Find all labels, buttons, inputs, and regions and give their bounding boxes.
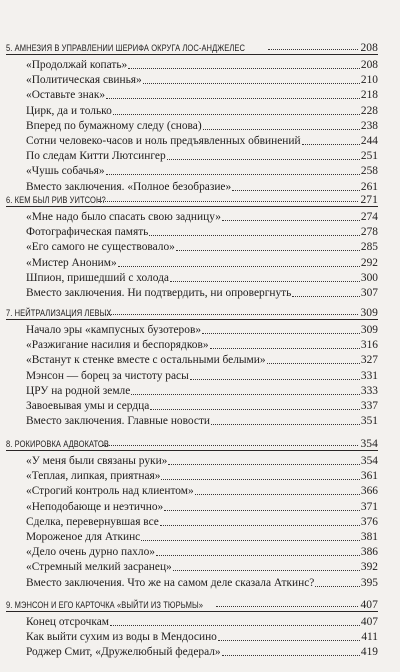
entry-page-number: 361: [360, 470, 378, 483]
entry-title: Сотни человеко-часов и ноль предъявленных обвинений: [26, 135, 301, 147]
entry-page-number: 351: [360, 415, 378, 428]
toc-entry[interactable]: [26, 644, 378, 659]
entry-title: Сделка, перевернувшая все: [26, 515, 159, 528]
entry-page-number: 376: [360, 515, 378, 528]
leader-dots: [170, 281, 360, 282]
toc-entry[interactable]: [26, 529, 378, 544]
toc-entry[interactable]: [26, 163, 378, 178]
toc-entry[interactable]: [26, 499, 378, 514]
entry-title: «Мистер Аноним»: [26, 256, 117, 269]
chapter-page-number: 271: [360, 194, 378, 206]
toc-entry[interactable]: [26, 413, 378, 428]
entry-page-number: 386: [360, 546, 378, 559]
leader-dots: [267, 363, 360, 364]
chapter-title: 6. КЕМ БЫЛ РИВ УИТСОН?: [6, 195, 106, 205]
toc-entry[interactable]: [26, 544, 378, 559]
entry-page-number: 292: [360, 256, 378, 269]
leader-dots: [222, 220, 360, 221]
leader-dots: [173, 570, 360, 571]
entry-page-number: 210: [360, 74, 378, 87]
leader-dots: [268, 49, 359, 50]
entry-page-number: 392: [360, 561, 378, 574]
toc-entry[interactable]: [26, 322, 378, 337]
toc-entry[interactable]: [26, 559, 378, 574]
entry-title: Роджер Смит, «Дружелюбный федерал»: [26, 646, 221, 659]
entry-page-number: 228: [360, 104, 378, 117]
entry-title: ЦРУ на родной земле: [26, 384, 131, 397]
chapter-page-number: 208: [360, 42, 378, 54]
leader-dots: [131, 394, 360, 395]
entry-title: «Мне надо было спасать свою задницу»: [26, 211, 221, 223]
leader-dots: [105, 314, 359, 315]
entry-page-number: 354: [360, 455, 378, 467]
entry-title: «Неподобающе и неэтично»: [26, 500, 164, 513]
entry-page-number: 218: [360, 89, 378, 102]
entry-title: «Теплая, липкая, приятная»: [26, 470, 161, 483]
chapter-title: 7. НЕЙТРАЛИЗАЦИЯ ЛЕВЫХ: [6, 308, 112, 318]
entry-page-number: 337: [360, 400, 378, 412]
entry-page-number: 407: [360, 616, 378, 628]
leader-dots: [195, 494, 360, 495]
leader-dots: [167, 159, 360, 160]
entry-page-number: 309: [360, 324, 378, 336]
chapter-heading[interactable]: [6, 434, 378, 451]
entry-title: Вместо заключения. «Полное безобразие»: [26, 180, 232, 193]
toc-entry[interactable]: [26, 368, 378, 383]
entry-title: По следам Китти Лютсингер: [26, 150, 166, 163]
leader-dots: [202, 333, 360, 334]
toc-entry[interactable]: [26, 285, 378, 300]
toc-entry[interactable]: [26, 87, 378, 102]
toc-entry[interactable]: [26, 614, 378, 629]
entry-title: Мороженое для Аткинс: [26, 531, 141, 543]
leader-dots: [113, 114, 360, 115]
entry-page-number: 371: [360, 500, 378, 513]
entry-page-number: 395: [360, 576, 378, 589]
entry-page-number: 238: [360, 119, 378, 132]
leader-dots: [222, 655, 360, 656]
entry-title: Цирк, да и только: [26, 104, 112, 117]
entry-page-number: 331: [360, 369, 378, 382]
toc-entry[interactable]: [26, 72, 378, 87]
entry-page-number: 411: [361, 631, 378, 644]
entry-title: «Встанут к стенке вместе с остальными белыми»: [26, 354, 266, 367]
chapter-heading[interactable]: [6, 595, 378, 612]
chapter-title: 9. МЭНСОН И ЕГО КАРТОЧКА «ВЫЙТИ ИЗ ТЮРЬМЫ»: [6, 600, 203, 610]
leader-dots: [149, 235, 360, 236]
entry-title: «Строгий контроль над клиентом»: [26, 485, 194, 498]
entry-page-number: 333: [360, 384, 378, 397]
toc-entry[interactable]: [26, 337, 378, 352]
entry-title: Начало эры «кампусных бузотеров»: [26, 324, 202, 336]
leader-dots: [161, 479, 359, 480]
chapter-heading[interactable]: [6, 38, 378, 55]
leader-dots: [190, 379, 360, 380]
leader-dots: [106, 174, 360, 175]
entry-page-number: 278: [360, 226, 378, 239]
leader-dots: [164, 510, 360, 511]
entry-page-number: 285: [360, 241, 378, 254]
toc-entry[interactable]: [26, 468, 378, 483]
toc-entry[interactable]: [26, 453, 378, 468]
entry-title: Мэнсон — борец за чистоту расы: [26, 369, 189, 382]
chapter-page-number: 407: [360, 599, 378, 611]
leader-dots: [118, 266, 360, 267]
entry-page-number: 251: [360, 150, 378, 163]
toc-entry[interactable]: [26, 398, 378, 413]
toc-entry[interactable]: [26, 255, 378, 270]
leader-dots: [150, 409, 360, 410]
entry-page-number: 419: [360, 646, 378, 659]
leader-dots: [168, 464, 360, 465]
toc-entry[interactable]: [26, 270, 378, 285]
toc-entry[interactable]: [26, 57, 378, 72]
entry-title: Вместо заключения. Что же на самом деле сказала Аткинс?: [26, 576, 315, 589]
entry-page-number: 366: [360, 485, 378, 498]
entry-page-number: 261: [360, 180, 378, 193]
entry-title: «Чушь собачья»: [26, 165, 105, 178]
entry-title: Вместо заключения. Главные новости: [26, 415, 211, 428]
entry-title: Как выйти сухим из воды в Мендосино: [26, 631, 217, 644]
entry-page-number: 300: [360, 271, 378, 284]
chapter-heading[interactable]: [6, 303, 378, 320]
entry-title: «Оставьте знак»: [26, 89, 106, 102]
leader-dots: [106, 98, 360, 99]
leader-dots: [141, 540, 360, 541]
leader-dots: [160, 525, 360, 526]
entry-title: Завоевывая умы и сердца: [26, 400, 150, 412]
toc-entry[interactable]: [26, 133, 378, 148]
leader-dots: [210, 348, 360, 349]
entry-page-number: 327: [360, 354, 378, 367]
leader-dots: [143, 83, 360, 84]
chapter-heading[interactable]: [6, 190, 378, 207]
entry-title: «Политическая свинья»: [26, 74, 142, 87]
toc-entry[interactable]: [26, 148, 378, 163]
entry-page-number: 381: [360, 531, 378, 543]
chapter-title: 8. РОКИРОВКА АДВОКАТОВ: [6, 439, 109, 449]
entry-page-number: 274: [360, 211, 378, 223]
toc-entry[interactable]: [26, 383, 378, 398]
toc-entry[interactable]: [26, 224, 378, 239]
chapter-title: 5. АМНЕЗИЯ В УПРАВЛЕНИИ ШЕРИФА ОКРУГА ЛОС-АНДЖЕЛЕС: [6, 43, 246, 53]
entry-page-number: 244: [360, 135, 378, 147]
leader-dots: [110, 625, 360, 626]
entry-title: Конец отсрочкам: [26, 616, 109, 628]
entry-title: «У меня были связаны руки»: [26, 455, 168, 467]
leader-dots: [218, 640, 360, 641]
leader-dots: [102, 445, 359, 446]
entry-title: «Стремный мелкий засранец»: [26, 561, 172, 574]
leader-dots: [128, 68, 360, 69]
entry-title: «Дело очень дурно пахло»: [26, 546, 155, 559]
toc-entry[interactable]: [26, 209, 378, 224]
entry-page-number: 258: [360, 165, 378, 178]
entry-title: «Его самого не существовало»: [26, 241, 175, 254]
entry-title: «Продолжай копать»: [26, 59, 128, 71]
leader-dots: [156, 555, 360, 556]
chapter-page-number: 354: [360, 438, 378, 450]
leader-dots: [176, 250, 360, 251]
toc-entry[interactable]: [26, 514, 378, 529]
chapter-page-number: 309: [360, 307, 378, 319]
toc-entry[interactable]: [26, 118, 378, 133]
leader-dots: [302, 144, 360, 145]
entry-title: Шпион, пришедший с холода: [26, 271, 169, 284]
entry-title: Вместо заключения. Ни подтвердить, ни опровергнуть: [26, 287, 292, 299]
toc-entry[interactable]: [26, 239, 378, 254]
toc-entry[interactable]: [26, 483, 378, 498]
entry-title: «Разжигание насилия и беспорядков»: [26, 339, 209, 352]
entry-page-number: 307: [360, 287, 378, 299]
leader-dots: [315, 586, 360, 587]
toc-entry[interactable]: [26, 352, 378, 367]
leader-dots: [292, 296, 360, 297]
leader-dots: [98, 201, 359, 202]
entry-title: Вперед по бумажному следу (снова): [26, 119, 202, 132]
entry-page-number: 208: [360, 59, 378, 71]
leader-dots: [203, 129, 360, 130]
toc-entry[interactable]: [26, 629, 378, 644]
leader-dots: [216, 606, 358, 607]
entry-page-number: 316: [360, 339, 378, 352]
entry-title: Фотографическая память: [26, 226, 149, 239]
leader-dots: [211, 424, 360, 425]
toc-entry[interactable]: [26, 103, 378, 118]
toc-entry[interactable]: [26, 575, 378, 590]
